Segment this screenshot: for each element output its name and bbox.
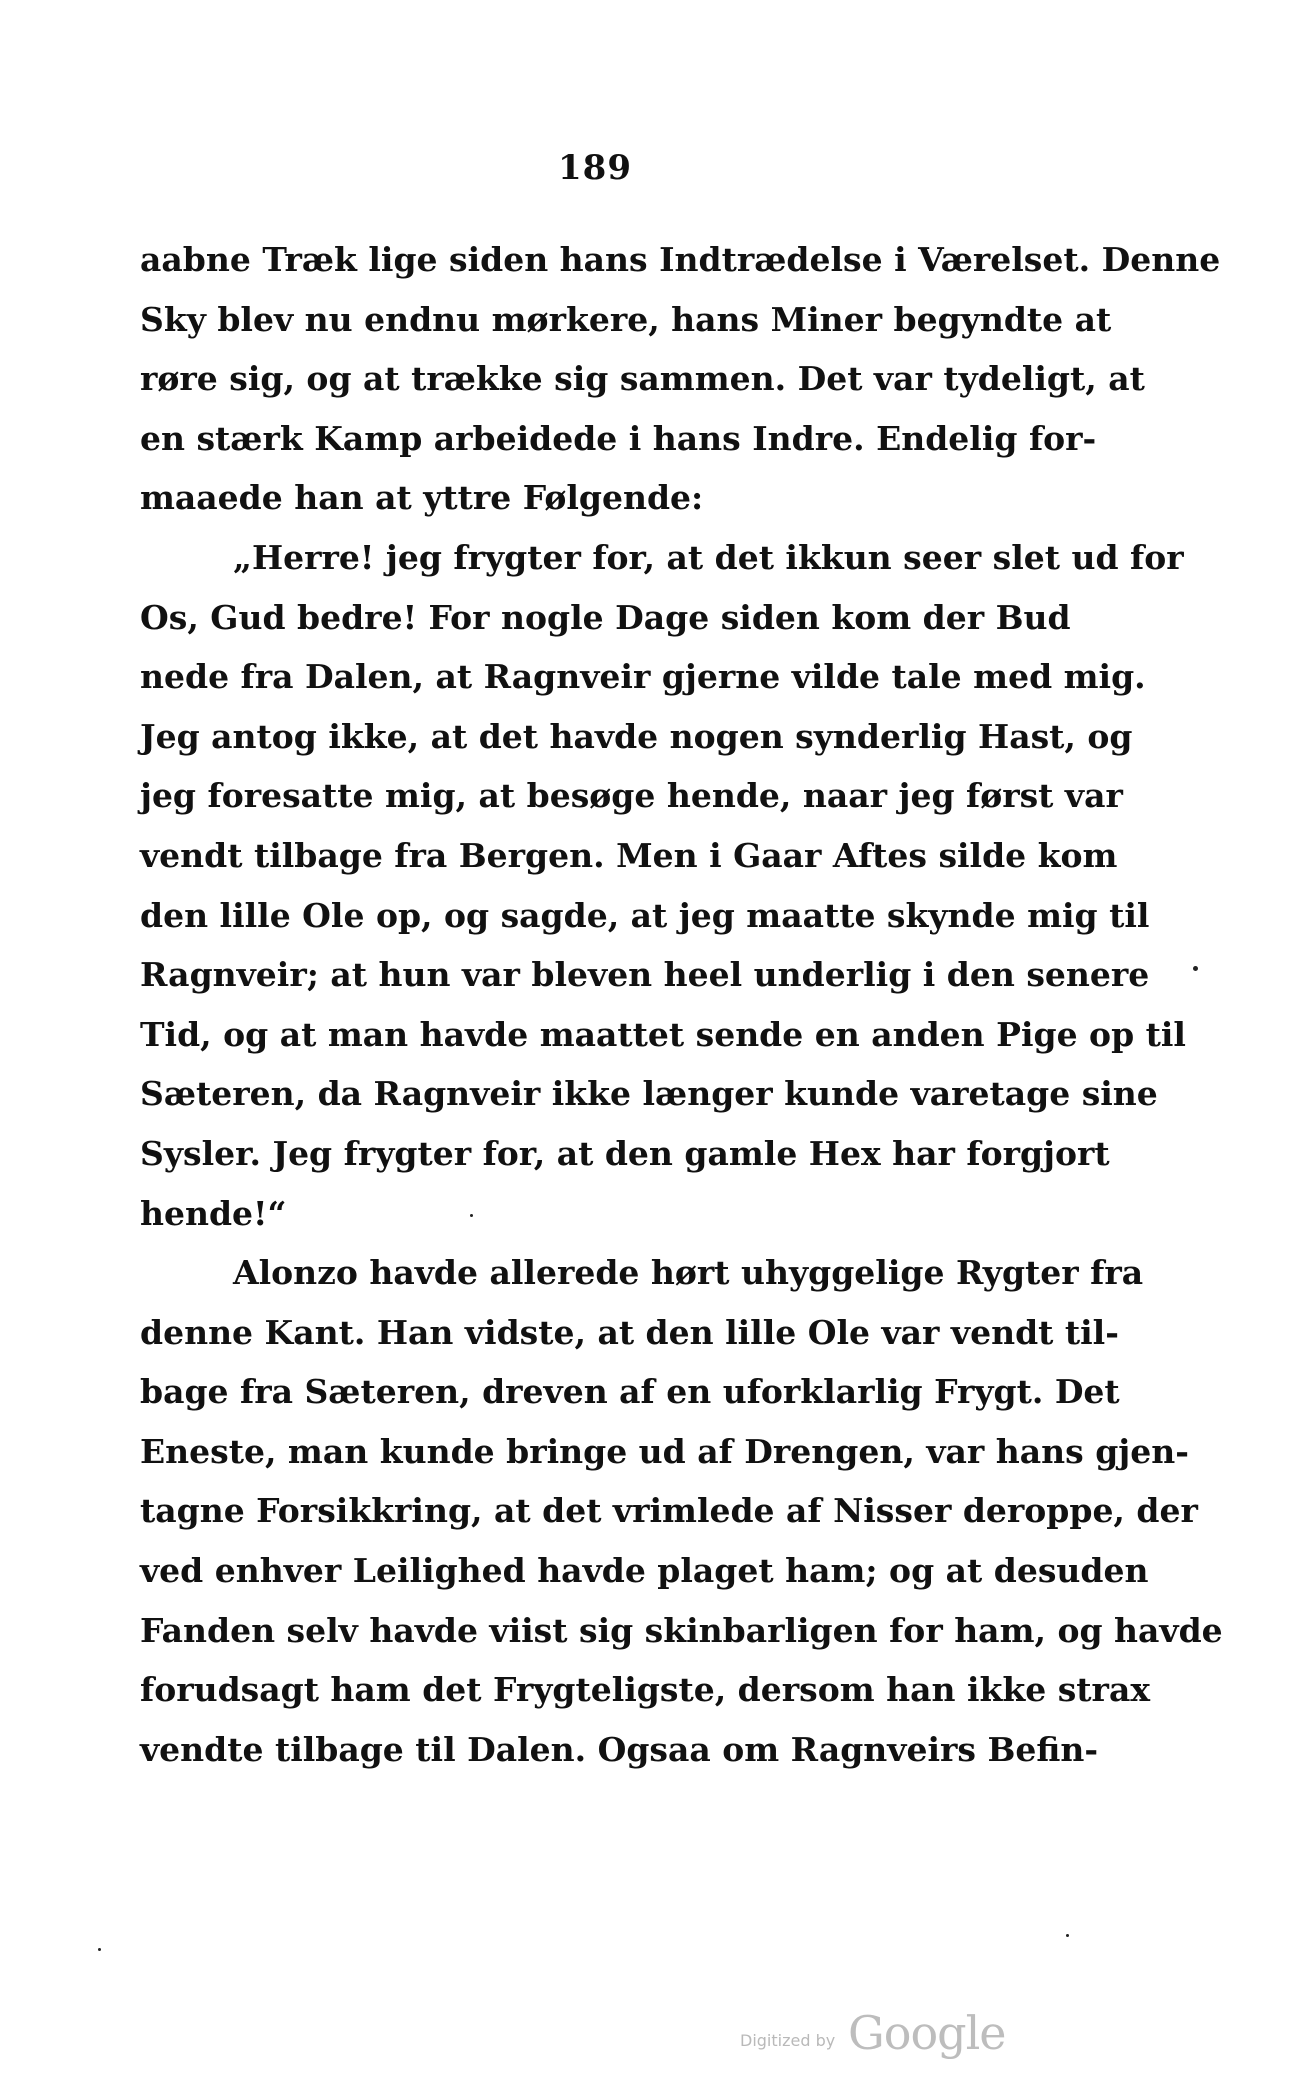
text-line: nede fra Dalen, at Ragnveir gjerne vilde tale med mig. <box>140 657 1146 697</box>
text-line: Sæteren, da Ragnveir ikke længer kunde varetage sine <box>140 1074 1158 1114</box>
digitized-watermark <box>740 2006 1040 2060</box>
text-line: Fanden selv havde viist sig skinbarligen for ham, og havde <box>140 1610 1223 1650</box>
text-line: vendt tilbage fra Bergen. Men i Gaar Aftes silde kom <box>140 835 1118 875</box>
text-line: Jeg antog ikke, at det havde nogen synderlig Hast, og <box>140 716 1133 756</box>
text-line: tagne Forsikkring, at det vrimlede af Nisser deroppe, der <box>140 1491 1198 1531</box>
watermark-prefix: Digitized by <box>740 2031 836 2050</box>
watermark-logo: Google <box>848 2006 1006 2060</box>
text-line: en stærk Kamp arbeidede i hans Indre. Endelig for- <box>140 418 1097 458</box>
print-speck <box>470 1214 473 1217</box>
text-line: Eneste, man kunde bringe ud af Drengen, var hans gjen- <box>140 1431 1189 1471</box>
text-line: Os, Gud bedre! For nogle Dage siden kom der Bud <box>140 597 1071 637</box>
text-line: forudsagt ham det Frygteligste, dersom han ikke strax <box>140 1670 1150 1710</box>
text-line: maaede han at yttre Følgende: <box>140 478 704 518</box>
text-line: vendte tilbage til Dalen. Ogsaa om Ragnveirs Befin- <box>140 1729 1099 1769</box>
text-line: denne Kant. Han vidste, at den lille Ole var vendt til- <box>140 1312 1119 1352</box>
print-speck <box>1193 966 1198 971</box>
text-line: den lille Ole op, og sagde, at jeg maatte skynde mig til <box>140 895 1150 935</box>
text-line: Alonzo havde allerede hørt uhyggelige Rygter fra <box>233 1253 1144 1293</box>
text-line: jeg foresatte mig, at besøge hende, naar jeg først var <box>140 776 1123 816</box>
text-line: aabne Træk lige siden hans Indtrædelse i Værelset. Denne <box>140 240 1221 279</box>
text-line: Sysler. Jeg frygter for, at den gamle Hex har forgjort <box>140 1133 1110 1173</box>
print-speck <box>98 1948 101 1951</box>
page-number: 189 <box>558 148 632 188</box>
text-line: ved enhver Leilighed havde plaget ham; og at desuden <box>140 1551 1149 1591</box>
text-line: Ragnveir; at hun var bleven heel underlig i den senere <box>140 955 1150 995</box>
text-line: Tid, og at man havde maattet sende en anden Pige op til <box>140 1014 1186 1054</box>
text-line: røre sig, og at trække sig sammen. Det var tydeligt, at <box>140 359 1145 399</box>
print-speck <box>1066 1934 1069 1937</box>
text-line: hende!“ <box>140 1193 287 1233</box>
text-line: „Herre! jeg frygter for, at det ikkun seer slet ud for <box>233 537 1184 577</box>
text-line: bage fra Sæteren, dreven af en uforklarlig Frygt. Det <box>140 1372 1120 1412</box>
body-text <box>140 230 1223 1779</box>
text-line: Sky blev nu endnu mørkere, hans Miner begyndte at <box>140 299 1112 339</box>
